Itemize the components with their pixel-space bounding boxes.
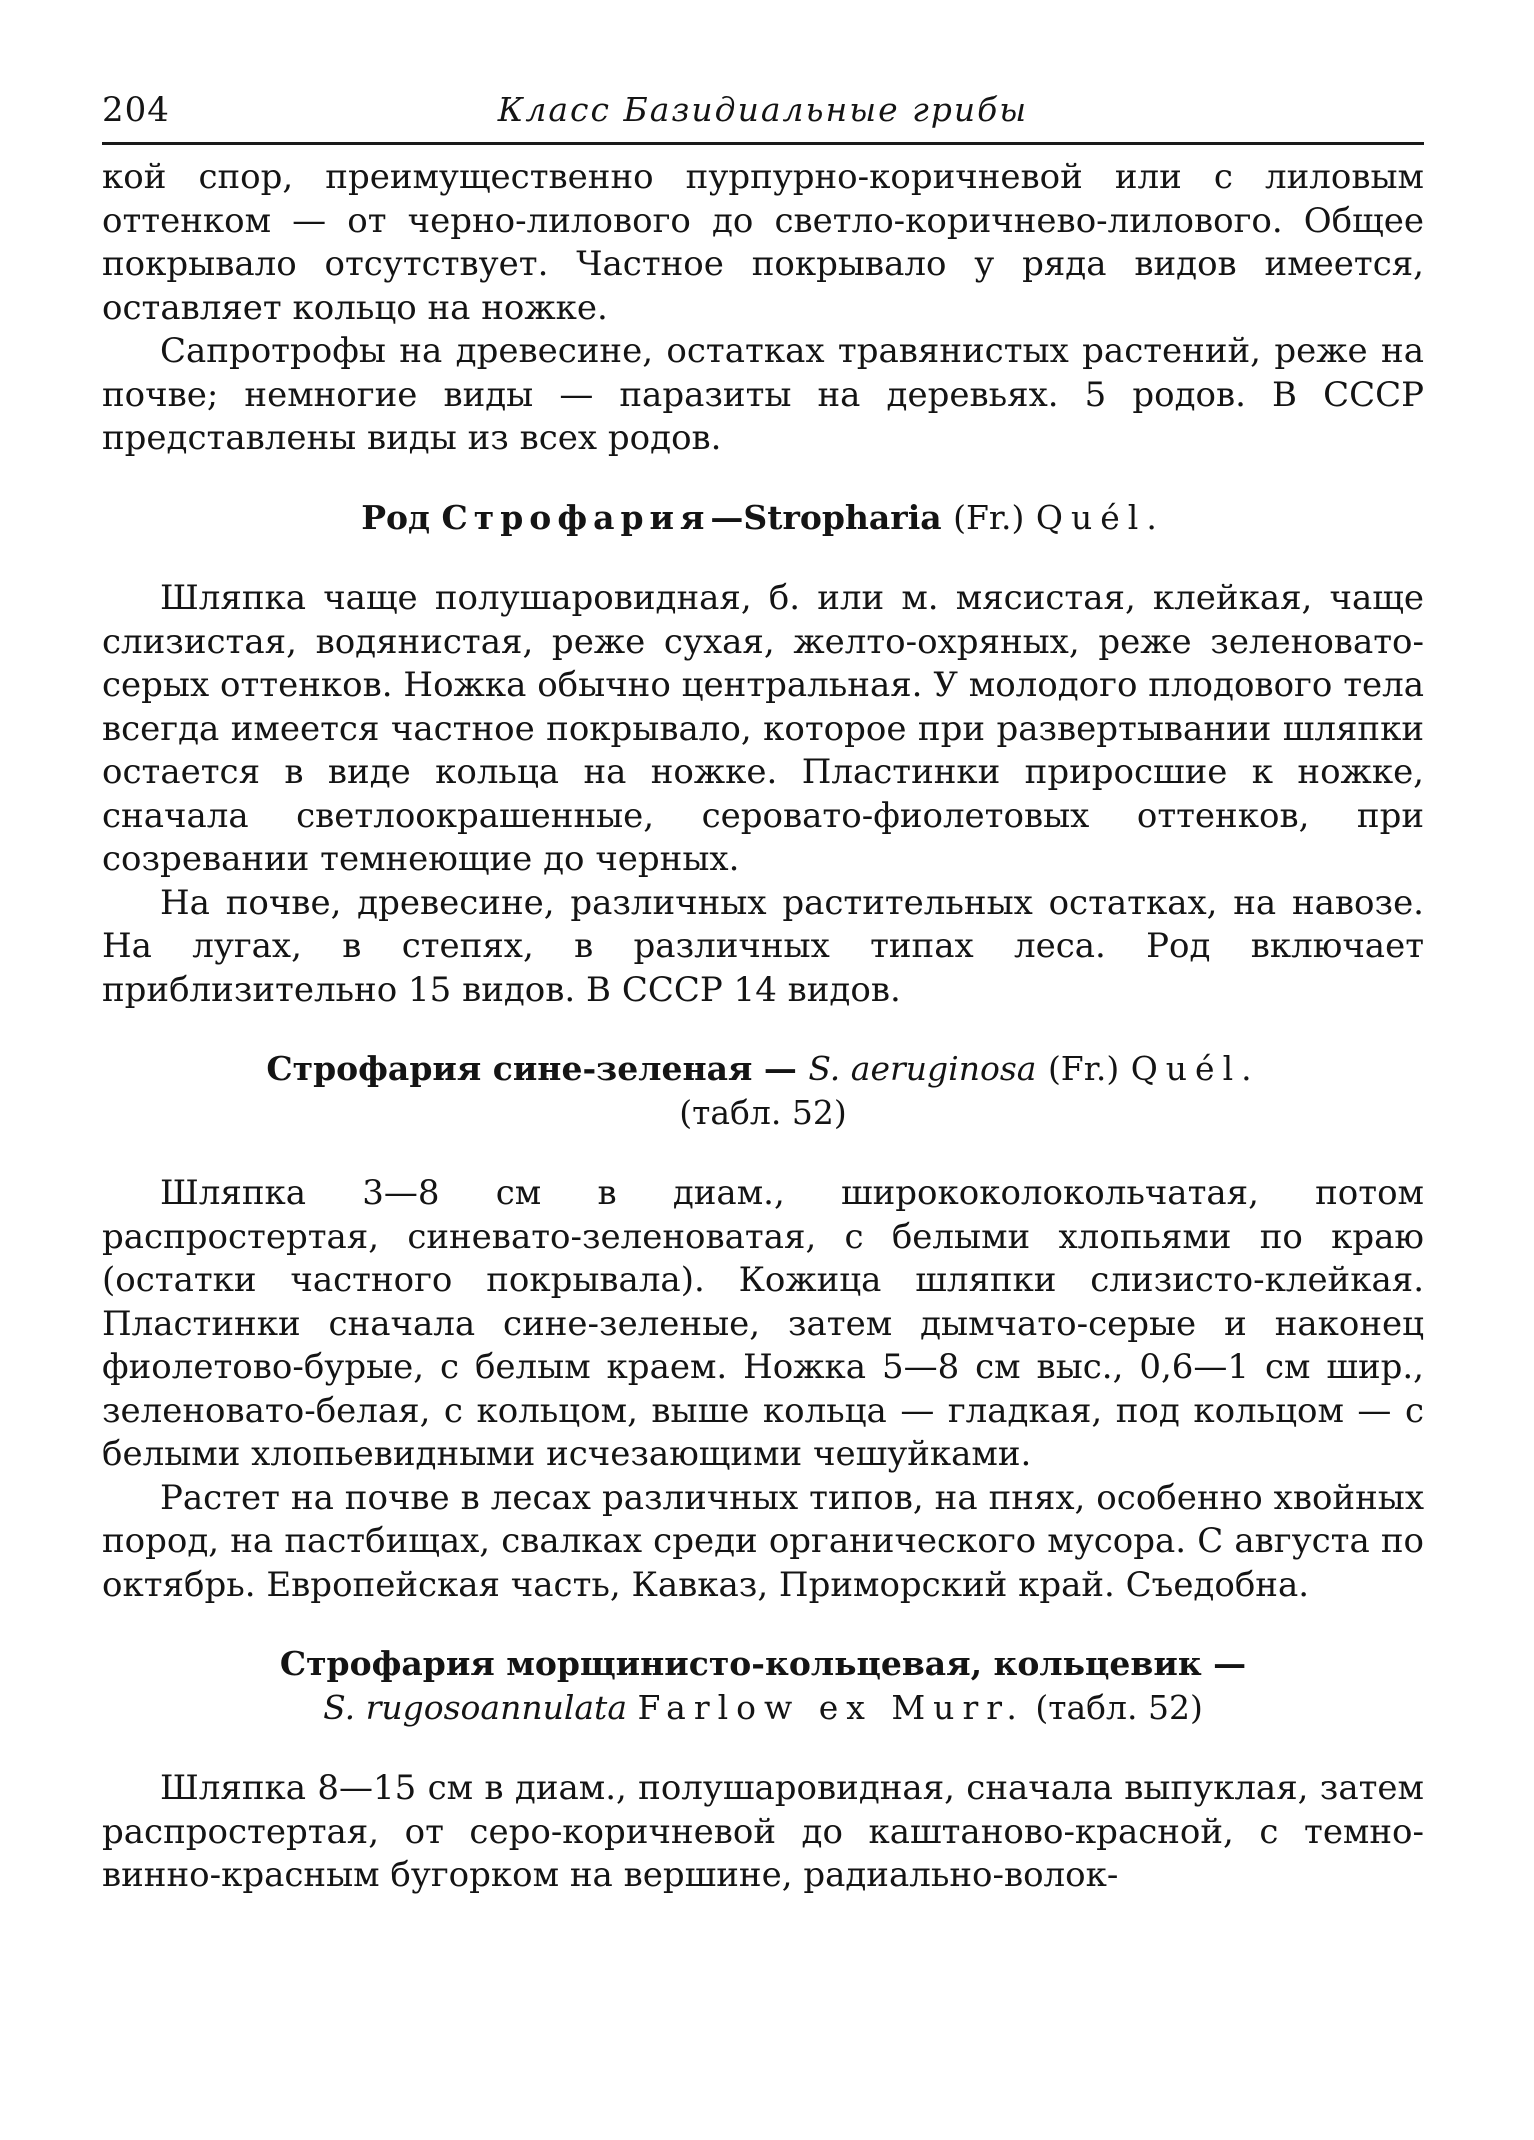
intro-paragraph-1: кой спор, преимущественно пурпурно-коричневой или с лиловым оттенком — от черно-лилового до светло-коричнево-лилового. Общее покрывало отсутствует. Частное покрывало у ряда видов имеется, оставляет кольцо на ножке. xyxy=(102,157,1424,328)
species-2-paragraph-1: Шляпка 8—15 см в диам., полушаровидная, сначала выпуклая, затем распростертая, от серо-коричневой до каштаново-красной, с темно-винно-красным бугорком на вершине, радиально-волок- xyxy=(102,1768,1424,1895)
page-number: 204 xyxy=(102,90,170,130)
genus-paragraph-1: Шляпка чаще полушаровидная, б. или м. мясистая, клейкая, чаще слизистая, водянистая, реже сухая, желто-охряных, реже зеленовато-серых оттенков. Ножка обычно центральная. У молодого плодового тела всегда имеется частное покрывало, которое при развертывании шляпки остается в виде кольца на ножке. Пластинки приросшие к ножке, сначала светлоокрашенные, серовато-фиолетовых оттенков, при созревании темнеющие до черных. xyxy=(102,578,1424,879)
species-1-paragraph-2: Растет на почве в лесах различных типов, на пнях, особенно хвойных пород, на пастбищах, свалках среди органического мусора. С августа по октябрь. Европейская часть, Кавказ, Приморский край. Съедобна. xyxy=(102,1477,1424,1605)
intro-paragraph-2: Сапротрофы на древесине, остатках травянистых растений, реже на почве; немногие виды — паразиты на деревьях. 5 родов. В СССР представлены виды из всех родов. xyxy=(102,331,1424,458)
species-1-paragraph-1: Шляпка 3—8 см в диам., ширококолокольчатая, потом распростертая, синевато-зеленоватая, с белыми хлопьями по краю (остатки частного покрывала). Кожица шляпки слизисто-клейкая. Пластинки сначала сине-зеленые, затем дымчато-серые и наконец фиолетово-бурые, с белым краем. Ножка 5—8 см выс., 0,6—1 см шир., зеленовато-белая, с кольцом, выше кольца — гладкая, под кольцом — с белыми хлопьевидными исчезающими чешуйками. xyxy=(102,1173,1424,1474)
genus-heading: Род Строфария—Stropharia (Fr.) Quél. xyxy=(361,497,1165,537)
species-2-heading: Строфария морщинисто-кольцевая, кольцевик — xyxy=(279,1644,1247,1683)
running-title: Класс Базидиальные грибы xyxy=(497,90,1029,129)
species-2-heading-latin: S. rugosoannulata Farlow ex Murr. (табл. 52) xyxy=(323,1687,1203,1727)
header-rule xyxy=(102,142,1424,145)
book-page xyxy=(102,90,1424,1895)
genus-paragraph-2: На почве, древесине, различных растительных остатках, на навозе. На лугах, в степях, в различных типах леса. Род включает приблизительно 15 видов. В СССР 14 видов. xyxy=(102,882,1424,1010)
species-1-plate-ref: (табл. 52) xyxy=(679,1092,847,1132)
page-header xyxy=(102,90,1424,140)
species-1-heading: Строфария сине-зеленая — S. aeruginosa (Fr.) Quél. xyxy=(266,1049,1260,1088)
page-body xyxy=(102,156,1424,1898)
